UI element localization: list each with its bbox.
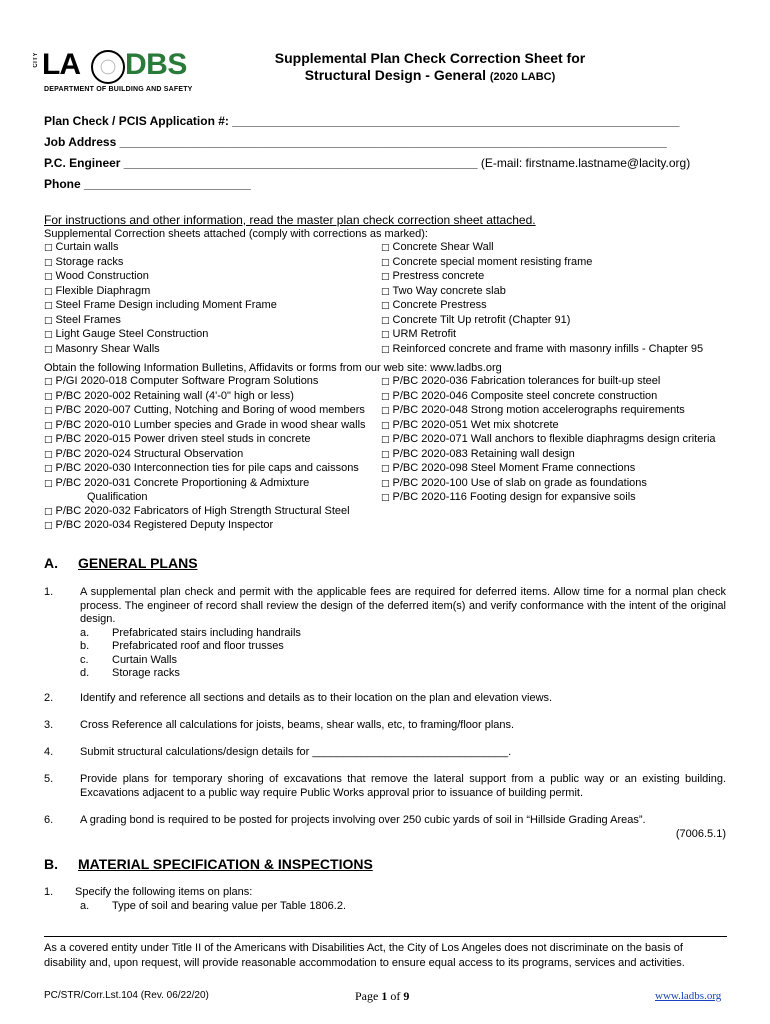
supplemental-right-item [381, 343, 703, 358]
phone-field: Phone _________________________ [44, 177, 251, 191]
checkbox-icon: □ [44, 506, 53, 517]
supplemental-right-label: Concrete Prestress [392, 299, 487, 311]
checkbox-icon: □ [381, 449, 390, 460]
plan-check-field: Plan Check / PCIS Application #: ___________________________________________________________________ [44, 114, 680, 128]
section-b-subitem-a: a. Type of soil and bearing value per Table 1806.2. [80, 899, 347, 912]
checkbox-icon: □ [381, 243, 390, 253]
bulletins-right-list [381, 375, 716, 506]
section-a-subitem: b. Prefabricated roof and floor trusses [80, 640, 284, 652]
supplemental-left-item [44, 285, 277, 300]
section-a-subitem: a. Prefabricated stairs including handrails [80, 626, 301, 639]
logo-dbs-text: DBS [125, 48, 187, 81]
bulletin-right-label: P/BC 2020-071 Wall anchors to flexible diaphragms design criteria [392, 433, 716, 445]
bulletin-left-item [44, 505, 366, 520]
supplemental-left-label: Steel Frame Design including Moment Frame [55, 299, 277, 311]
logo-department-text: DEPARTMENT OF BUILDING AND SAFETY [44, 86, 193, 93]
supplemental-left-label: Curtain walls [55, 241, 119, 253]
bulletin-right-item [381, 462, 716, 477]
checkbox-icon: □ [44, 521, 53, 531]
checkbox-icon: □ [381, 272, 390, 282]
supplemental-right-item [381, 270, 703, 285]
instructions-link-text: For instructions and other information, read the master plan check correction sheet attached. [44, 213, 536, 227]
bulletin-right-label: P/BC 2020-116 Footing design for expansive soils [392, 491, 636, 503]
supplemental-left-label: Storage racks [55, 255, 124, 268]
section-a-item-1-number: 1. [44, 586, 54, 598]
bulletin-right-label: P/BC 2020-098 Steel Moment Frame connections [392, 462, 636, 474]
bulletin-right-label: P/BC 2020-046 Composite steel concrete construction [392, 389, 658, 402]
section-a-subitem: d. Storage racks [80, 667, 180, 679]
bulletin-right-item [381, 477, 716, 492]
checkbox-icon: □ [381, 286, 390, 297]
bulletin-right-label: P/BC 2020-083 Retaining wall design [392, 447, 575, 460]
bulletin-right-item [381, 433, 716, 448]
checkbox-icon: □ [381, 301, 390, 311]
checkbox-icon: □ [44, 243, 53, 253]
supplemental-right-list [381, 241, 703, 357]
section-b-title: MATERIAL SPECIFICATION & INSPECTIONS [78, 856, 373, 872]
bulletin-right-item [381, 491, 716, 506]
checkbox-icon: □ [44, 478, 53, 489]
bulletin-left-label: P/BC 2020-007 Cutting, Notching and Boring of wood members [55, 404, 365, 416]
document-title [230, 50, 630, 86]
section-a-item-4: Submit structural calculations/design details for ________________________________. [80, 746, 512, 758]
job-address-field: Job Address __________________________________________________________________________________ [44, 135, 667, 149]
checkbox-icon: □ [44, 464, 53, 474]
bulletin-left-label: P/BC 2020-002 Retaining wall (4'-0" high or less) [55, 389, 294, 402]
supplemental-right-item [381, 241, 703, 256]
bulletin-left-label: P/BC 2020-010 Lumber species and Grade in wood shear walls [55, 418, 366, 431]
checkbox-icon: □ [381, 435, 390, 445]
bulletin-left-item [44, 462, 366, 477]
bulletin-right-label: P/BC 2020-048 Strong motion accelerographs requirements [392, 404, 685, 416]
bulletin-left-label: P/BC 2020-031 Concrete Proportioning & Admixture [55, 476, 310, 489]
supplemental-left-item [44, 328, 277, 343]
supplemental-left-list [44, 241, 277, 357]
supplemental-left-label: Flexible Diaphragm [55, 284, 151, 297]
section-a-item-5-number: 5. [44, 773, 54, 785]
title-line-1: Supplemental Plan Check Correction Sheet for [274, 50, 586, 66]
ada-notice: As a covered entity under Title II of the Americans with Disabilities Act, the City of Los Angeles does not discriminate on the basis of disability and, upon request, will provide reasonable accommodation to ensure equal access to its programs, services and activities. [44, 942, 685, 969]
section-a-item-1-subitems [80, 627, 726, 681]
bulletin-left-continuation: Qualification [87, 491, 148, 503]
footer-divider [44, 936, 727, 937]
supplemental-right-label: Concrete Shear Wall [392, 241, 494, 253]
supplemental-right-label: Concrete Tilt Up retrofit (Chapter 91) [392, 313, 571, 326]
bulletin-left-label: P/BC 2020-024 Structural Observation [55, 447, 244, 460]
bulletin-left-item [44, 419, 366, 434]
bulletin-left-item [44, 448, 366, 463]
supplemental-left-item [44, 314, 277, 329]
supplemental-left-item [44, 256, 277, 271]
bulletin-left-label: P/BC 2020-030 Interconnection ties for pile caps and caissons [55, 462, 359, 474]
section-b-item-1: Specify the following items on plans: a. Type of soil and bearing value per Table 1806.2. [75, 886, 721, 913]
supplemental-right-item [381, 299, 703, 314]
page-number: Page 1 of 9 [355, 989, 410, 1003]
checkbox-icon: □ [44, 391, 53, 402]
city-seal-icon [91, 50, 125, 84]
section-b-heading [44, 856, 373, 872]
bulletin-right-item [381, 448, 716, 463]
pc-engineer-email: (E-mail: firstname.lastname@lacity.org) [477, 156, 691, 170]
checkbox-icon: □ [381, 330, 390, 340]
bulletin-left-item [44, 375, 366, 390]
bulletin-left-item [44, 404, 366, 419]
bulletin-right-item [381, 419, 716, 434]
supplemental-right-label: URM Retrofit [392, 328, 457, 340]
logo-city-text: CITY [33, 52, 39, 68]
title-line-2: Structural Design - General (2020 LABC) [304, 67, 556, 83]
section-a-item-6-number: 6. [44, 814, 54, 826]
supplemental-right-item [381, 328, 703, 343]
supplemental-right-label: Prestress concrete [392, 270, 485, 282]
checkbox-icon: □ [44, 272, 53, 282]
checkbox-icon: □ [44, 301, 53, 311]
supplemental-left-item [44, 270, 277, 285]
checkbox-icon: □ [44, 315, 53, 326]
checkbox-icon: □ [381, 478, 390, 489]
supplemental-left-item [44, 343, 277, 358]
checkbox-icon: □ [381, 315, 390, 326]
section-a-title: GENERAL PLANS [78, 555, 198, 571]
supplemental-left-item [44, 241, 277, 256]
section-a-letter: A. [44, 555, 58, 571]
bulletin-right-item [381, 390, 716, 405]
bulletin-left-label: P/BC 2020-034 Registered Deputy Inspector [55, 519, 274, 531]
title-code-edition: (2020 LABC) [489, 71, 556, 83]
section-a-item-5: Provide plans for temporary shoring of excavations that remove the lateral support from a public way or an existing building. Excavations adjacent to a public way require Public Works approval prior to issuance of building permit. [80, 773, 726, 799]
section-a-heading [44, 555, 198, 571]
bulletin-right-label: P/BC 2020-051 Wet mix shotcrete [392, 418, 559, 431]
supplemental-left-label: Wood Construction [55, 270, 149, 282]
bulletin-left-item [44, 477, 366, 492]
section-a-item-1: A supplemental plan check and permit with the applicable fees are required for deferred items. Allow time for a normal plan check process. The engineer of record shall review the design of the deferred item(s) and verify conformance with the intent of the original design. a. Prefabricated stairs including handrails b. Prefabricated roof and floor trusses c. Curtain Walls d. Storage racks [80, 586, 726, 679]
supplemental-left-label: Light Gauge Steel Construction [55, 328, 209, 340]
section-a-subitem: c. Curtain Walls [80, 653, 177, 666]
bulletin-right-item [381, 404, 716, 419]
section-b-item-1-number: 1. [44, 886, 54, 898]
checkbox-icon: □ [44, 449, 53, 460]
supplemental-left-label: Steel Frames [55, 313, 121, 326]
supplemental-right-label: Concrete special moment resisting frame [392, 255, 593, 268]
supplemental-right-item [381, 256, 703, 271]
ladbs-website-link[interactable]: www.ladbs.org [655, 990, 722, 1002]
bulletin-left-item [44, 433, 366, 448]
form-number: PC/STR/Corr.Lst.104 (Rev. 06/22/20) [44, 990, 209, 1001]
checkbox-icon: □ [44, 344, 53, 355]
checkbox-icon: □ [381, 493, 390, 503]
supplemental-right-item [381, 285, 703, 300]
checkbox-icon: □ [44, 406, 53, 416]
bulletins-heading: Obtain the following Information Bulletins, Affidavits or forms from our web site: www.ladbs.org [44, 362, 502, 374]
section-a-code-reference: (7006.5.1) [675, 827, 726, 840]
bulletin-left-label: P/BC 2020-015 Power driven steel studs in concrete [55, 433, 311, 445]
checkbox-icon: □ [381, 391, 390, 402]
logo-la-text: LA [42, 48, 80, 81]
supplemental-heading: Supplemental Correction sheets attached (comply with corrections as marked): [44, 228, 428, 240]
bulletin-left-item [44, 519, 366, 534]
pc-engineer-field: P.C. Engineer _____________________________________________________ (E-mail: firstname.lastname@lacity.org) [44, 156, 691, 170]
section-a-item-2-number: 2. [44, 692, 54, 704]
section-a-item-3: Cross Reference all calculations for joists, beams, shear walls, etc, to framing/floor plans. [80, 719, 515, 731]
section-a-item-3-number: 3. [44, 719, 54, 731]
checkbox-icon: □ [44, 257, 53, 268]
checkbox-icon: □ [44, 286, 53, 297]
supplemental-right-item [381, 314, 703, 329]
supplemental-right-label: Two Way concrete slab [392, 284, 506, 297]
section-a-item-2: Identify and reference all sections and details as to their location on the plan and elevation views. [80, 692, 553, 704]
checkbox-icon: □ [381, 464, 390, 474]
bulletin-right-item [381, 375, 716, 390]
bulletin-right-label: P/BC 2020-036 Fabrication tolerances for built-up steel [392, 375, 661, 387]
checkbox-icon: □ [381, 344, 390, 355]
bulletins-left-list [44, 375, 366, 534]
checkbox-icon: □ [381, 257, 390, 268]
checkbox-icon: □ [381, 406, 390, 416]
checkbox-icon: □ [44, 330, 53, 340]
supplemental-left-item [44, 299, 277, 314]
bulletin-left-item [44, 390, 366, 405]
ladbs-logo [33, 48, 193, 98]
checkbox-icon: □ [381, 377, 390, 387]
checkbox-icon: □ [44, 377, 53, 387]
bulletin-left-label: P/GI 2020-018 Computer Software Program Solutions [55, 375, 319, 387]
section-a-item-6: A grading bond is required to be posted for projects involving over 250 cubic yards of soil in “Hillside Grading Areas”. (7006.5.1) [80, 814, 726, 840]
bulletin-left-label: P/BC 2020-032 Fabricators of High Strength Structural Steel [55, 504, 350, 517]
checkbox-icon: □ [44, 420, 53, 431]
supplemental-right-label: Reinforced concrete and frame with masonry infills - Chapter 95 [392, 342, 704, 355]
checkbox-icon: □ [44, 435, 53, 445]
section-b-letter: B. [44, 856, 58, 872]
supplemental-left-label: Masonry Shear Walls [55, 342, 160, 355]
section-a-item-4-number: 4. [44, 746, 54, 758]
checkbox-icon: □ [381, 420, 390, 431]
bulletin-right-label: P/BC 2020-100 Use of slab on grade as foundations [392, 476, 647, 489]
